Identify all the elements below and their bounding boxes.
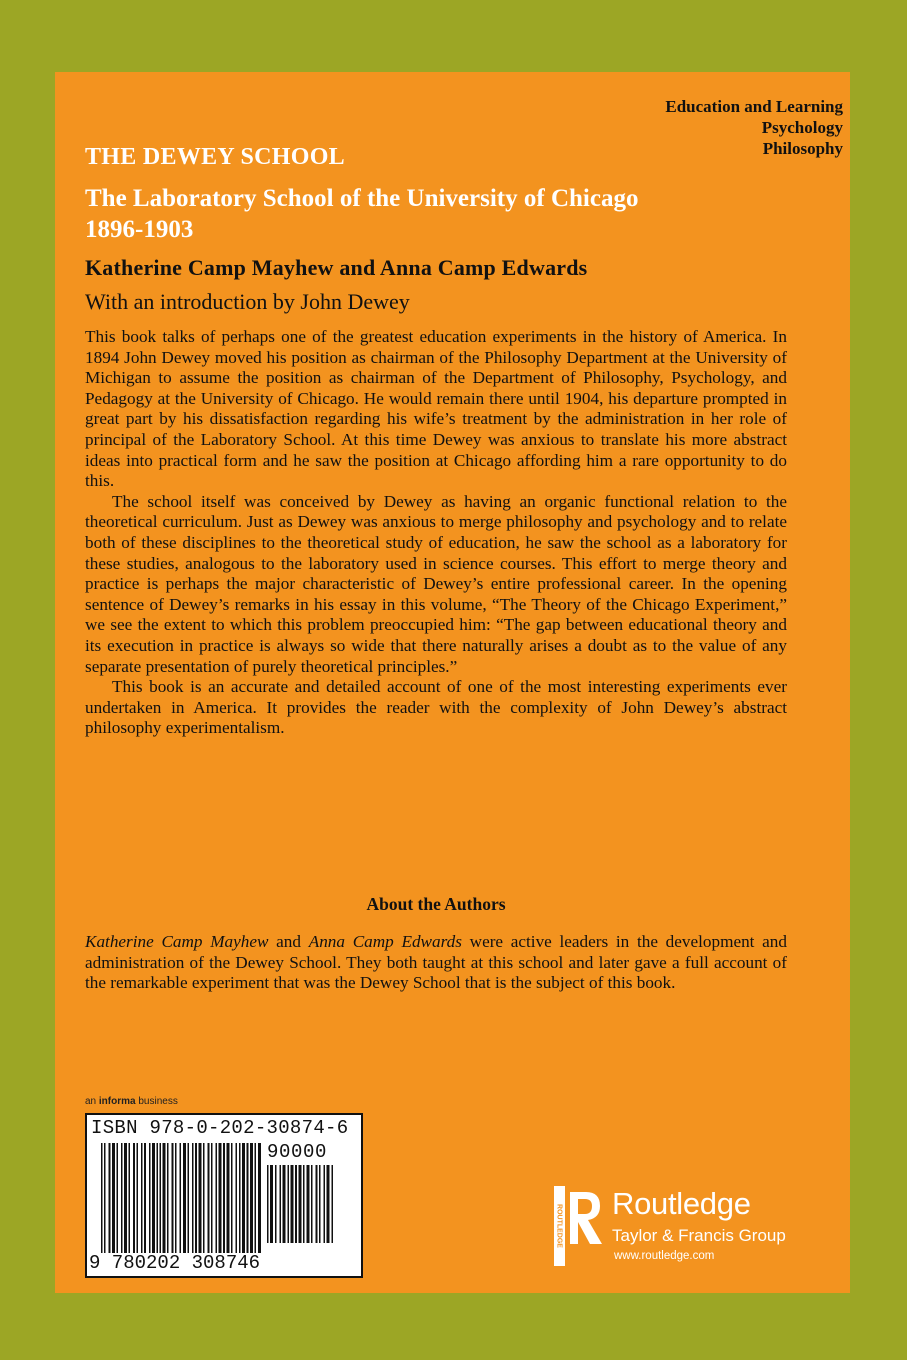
ean-barcode-bars — [101, 1143, 261, 1253]
barcode-bar — [247, 1143, 249, 1253]
barcode-bar — [109, 1143, 111, 1253]
ean-digits: 9 780202 308746 — [89, 1252, 261, 1274]
book-title: THE DEWEY SCHOOL — [85, 144, 345, 170]
barcode-bar — [219, 1143, 222, 1253]
publisher-block — [548, 1178, 798, 1268]
barcode-bar — [324, 1165, 326, 1243]
barcode-bar — [124, 1143, 127, 1253]
barcode-bar — [172, 1143, 174, 1253]
barcode-bar — [195, 1143, 197, 1253]
barcode-bar — [227, 1143, 230, 1253]
barcode-bar — [332, 1165, 334, 1243]
author-name: Katherine Camp Mayhew — [85, 932, 269, 951]
routledge-logo-icon — [548, 1186, 604, 1266]
barcode-bar — [144, 1143, 146, 1253]
book-subtitle: The Laboratory School of the University of Chicago 1896-1903 — [85, 185, 639, 243]
barcode-bar — [250, 1143, 253, 1253]
subject-education: Education and Learning — [665, 97, 843, 116]
description — [85, 327, 787, 739]
publisher-url: www.routledge.com — [614, 1250, 715, 1262]
barcode-bar — [117, 1143, 119, 1253]
barcode-bar — [157, 1143, 159, 1253]
informa-tagline: an informa business — [85, 1096, 178, 1107]
barcode-bar — [129, 1143, 131, 1253]
barcode-bar — [180, 1143, 182, 1253]
author-connector: and — [268, 932, 309, 951]
about-authors-body: were active leaders in the development and administration of the Dewey School. They both taught at this school and later gave a full account of the remarkable experiment that was the Dewey School that is the subject of this book. — [85, 932, 787, 993]
description-paragraph: This book is an accurate and detailed account of one of the most interesting experiments ever undertaken in America. It provides the reader with the complexity of John Dewey’s abstract philosophy experimentalism. — [85, 677, 787, 738]
barcode-bar — [216, 1143, 218, 1253]
barcode-bar — [199, 1143, 202, 1253]
barcode-bar — [270, 1165, 273, 1243]
barcode-bar — [149, 1143, 151, 1253]
author-name: Anna Camp Edwards — [308, 932, 462, 951]
barcode-bar — [208, 1143, 210, 1253]
barcode-bar — [283, 1165, 286, 1243]
about-authors-heading: About the Authors — [366, 894, 506, 914]
barcode-bar — [231, 1143, 233, 1253]
barcode-bar — [236, 1143, 238, 1253]
barcode-bar — [303, 1165, 305, 1243]
barcode-bar — [152, 1143, 155, 1253]
isbn-barcode — [85, 1113, 363, 1278]
routledge-logo-text: ROUTLEDGE — [555, 1204, 563, 1248]
barcode-bar — [112, 1143, 115, 1253]
subject-categories — [665, 96, 843, 159]
publisher-name: Routledge — [612, 1186, 751, 1221]
subject-philosophy: Philosophy — [762, 139, 843, 158]
subject-psychology: Psychology — [761, 118, 843, 137]
barcode-bar — [255, 1143, 257, 1253]
barcode-bar — [316, 1165, 318, 1243]
informa-brand: informa — [98, 1096, 136, 1107]
barcode-bar — [267, 1165, 269, 1243]
introduction-line: With an introduction by John Dewey — [85, 289, 410, 314]
barcode-bar — [242, 1143, 245, 1253]
publisher-group: Taylor & Francis Group — [612, 1226, 786, 1245]
barcode-bar — [137, 1143, 139, 1253]
authors-line: Katherine Camp Mayhew and Anna Camp Edwards — [85, 255, 588, 280]
barcode-bar — [183, 1143, 186, 1253]
barcode-bar — [101, 1143, 103, 1253]
barcode-bar — [121, 1143, 123, 1253]
barcode-bar — [167, 1143, 169, 1253]
barcode-bar — [104, 1143, 106, 1253]
barcode-bar — [311, 1165, 313, 1243]
barcode-bar — [307, 1165, 310, 1243]
barcode-bar — [141, 1143, 143, 1253]
barcode-bar — [192, 1143, 194, 1253]
description-paragraph: This book talks of perhaps one of the greatest education experiments in the history of America. In 1894 John Dewey moved his position as chairman of the Philosophy Department at the University of Michigan to assume the position as chairman of the Department of Philosophy, Psychology, and Pedagogy at the University of Chicago. He would remain there until 1904, his departure prompted in great part by his dissatisfaction regarding his wife’s treatment by the administration in her role of principal of the Laboratory School. At this time Dewey was anxious to translate his more abstract ideas into practical form and he saw the position at Chicago affording him a rare opportunity to do this. — [85, 327, 787, 491]
description-paragraph: The school itself was conceived by Dewey as having an organic functional relation to the theoretical curriculum. Just as Dewey was anxious to merge philosophy and psychology and to relate both of these disciplines to the theoretical study of education, he saw the school as a laboratory for these studies, analogous to the laboratory used in science courses. This effort to merge theory and practice is perhaps the major characteristic of Dewey’s entire professional career. In the opening sentence of Dewey’s remarks in his essay in this volume, “The Theory of the Chicago Experiment,” we see the extent to which this problem preoccupied him: “The gap between educational theory and its execution in practice is always so wide that there naturally arises a doubt as to the value of any separate presentation of purely theoretical principles.” — [85, 491, 787, 676]
barcode-bar — [319, 1165, 321, 1243]
isbn-label: ISBN 978-0-202-30874-6 — [91, 1117, 349, 1139]
barcode-bar — [327, 1165, 330, 1243]
barcode-bar — [133, 1143, 135, 1253]
about-authors-text — [85, 932, 787, 994]
barcode-bar — [239, 1143, 241, 1253]
barcode-bar — [175, 1143, 177, 1253]
barcode-bar — [280, 1165, 282, 1243]
barcode-bar — [291, 1165, 294, 1243]
barcode-bar — [163, 1143, 166, 1253]
barcode-bar — [223, 1143, 225, 1253]
barcode-bar — [275, 1165, 277, 1243]
barcode-bar — [203, 1143, 205, 1253]
barcode-bar — [299, 1165, 302, 1243]
barcode-bar — [160, 1143, 162, 1253]
barcode-bar — [211, 1143, 213, 1253]
price-barcode-bars — [267, 1165, 353, 1243]
barcode-bar — [295, 1165, 297, 1243]
barcode-bar — [258, 1143, 261, 1253]
price-code: 90000 — [267, 1141, 328, 1163]
barcode-bar — [188, 1143, 190, 1253]
barcode-bar — [288, 1165, 290, 1243]
